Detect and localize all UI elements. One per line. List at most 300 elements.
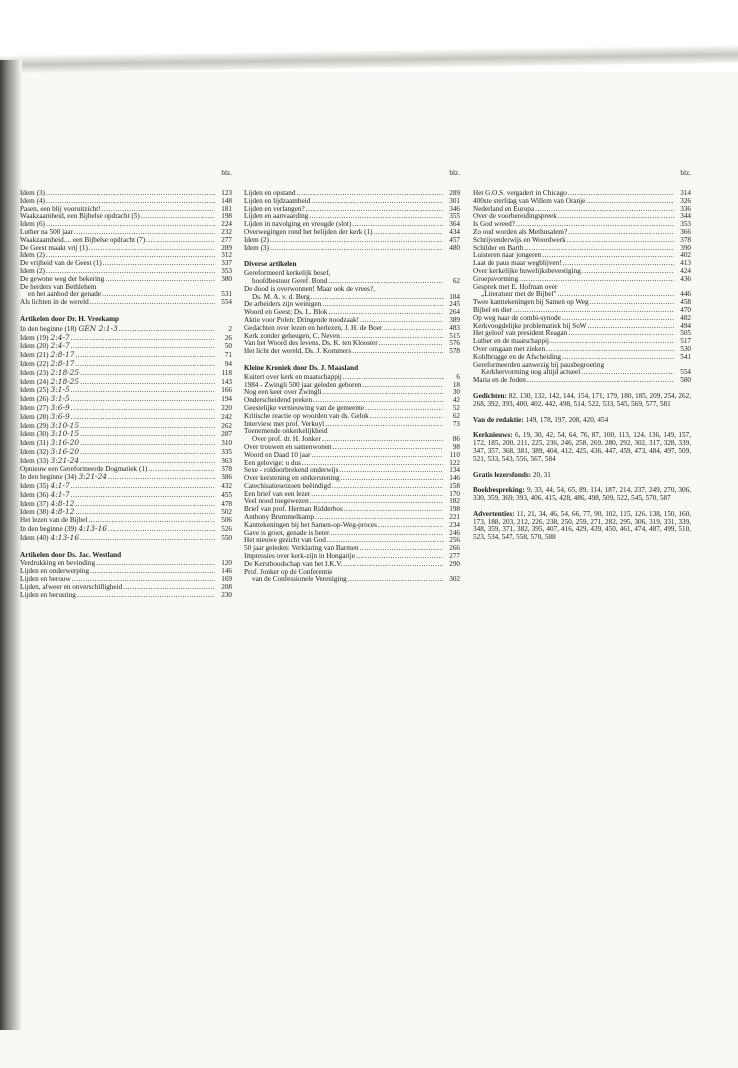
page-number: 402	[680, 251, 691, 260]
entry-title: Twee kanttekeningen bij Samen op Weg	[473, 298, 589, 307]
handwritten-note: 3:1-5	[50, 394, 70, 404]
dot-leader	[348, 576, 443, 584]
entry-title: Gereformeerden aanwezig bij pausbegroeting	[473, 360, 605, 369]
binding-edge	[0, 60, 22, 1030]
page-number: 169	[221, 575, 232, 584]
page-number: 98	[452, 442, 460, 451]
dot-leader	[370, 413, 443, 421]
page-number: 220	[221, 403, 232, 412]
entry-title: Zo oud worden als Methusalem?	[473, 227, 568, 236]
page-number: 378	[221, 464, 232, 473]
index-entry	[20, 213, 232, 221]
entry-title: en het aanbod der genade	[28, 290, 102, 299]
entry-title: Geestelijke vernieuwing van de gemeente	[244, 403, 365, 412]
page-number: 336	[680, 204, 691, 213]
entry-title: Maria en de Joden	[473, 376, 526, 385]
dot-leader	[546, 346, 674, 354]
page-number: 301	[449, 196, 460, 205]
entry-title: Idem (36)	[20, 490, 49, 499]
entry-title: Het nieuwe gezicht van God	[244, 536, 326, 545]
entry-title: Kuitert over kerk en maatschappij	[244, 372, 342, 381]
dot-leader	[71, 405, 215, 413]
handwritten-note: 3:10-15	[50, 420, 80, 430]
entry-title: Idem (40)	[20, 533, 49, 542]
category-paragraph	[473, 487, 691, 503]
page-number: 242	[221, 412, 232, 421]
dot-leader	[80, 370, 215, 378]
entry-title: hoofdbestuur Geref. Bond	[252, 276, 328, 285]
entry-title: Verdrukking en bevinding	[20, 559, 96, 568]
page-number: 224	[221, 220, 232, 229]
entry-title: Lijden en onderwerping	[20, 567, 90, 576]
page-number: 389	[449, 315, 460, 324]
entry-title: Lijden en lijdzaamheid	[244, 196, 311, 205]
entry-title: Als lichten in de wereld	[20, 298, 89, 307]
dot-leader	[527, 377, 674, 385]
entry-title: Idem (24)	[20, 377, 49, 386]
entry-title: Ds. M. A. v. d. Berg	[252, 292, 310, 301]
page-number: 184	[449, 292, 460, 301]
dot-leader	[90, 568, 215, 576]
category-pages: 11, 21, 34, 46, 54, 66, 77, 90, 102, 115, 126, 138, 150, 160, 173, 188, 203, 212, 226, 238, 250, 259, 271, 282, 295, 306, 319, 331, 339, 348, 359, 371, 382, 395, 407, 416, 429, 439, 450, 461, 474, 487, 499, 510, 523, 534, 547, 558, 570, 588	[473, 509, 691, 542]
page-number: 266	[449, 544, 460, 553]
page-number: 148	[221, 196, 232, 205]
entry-title: Idem (32)	[20, 447, 49, 456]
entry-title: Over kerstening en ontkerstening	[244, 474, 340, 483]
page-number: 436	[680, 274, 691, 283]
entry-title: Idem (38)	[20, 508, 49, 517]
entry-title: Waakzaamheid.... een Bijbelse opdracht (7)	[20, 235, 146, 244]
dot-leader	[568, 229, 674, 237]
dot-leader	[80, 440, 215, 448]
handwritten-note: 4:1-7	[50, 481, 70, 491]
entry-title: Idem (31)	[20, 439, 49, 448]
dot-leader	[297, 190, 444, 198]
page-number: 221	[449, 513, 460, 522]
index-entry	[20, 260, 232, 268]
entry-title: Gesprek met E. Hofman over	[473, 282, 558, 291]
page-number: 18	[452, 380, 460, 389]
entry-title: Overwegingen rond het belijden der kerk (1)	[244, 227, 373, 236]
entry-title: Idem (21)	[20, 351, 49, 360]
entry-title: Schrijvenderwijs en Woordwerk	[473, 235, 566, 244]
dot-leader	[123, 584, 215, 592]
page-number: 198	[221, 212, 232, 221]
entry-title: Laat de paus maar wegblijven!	[473, 259, 562, 268]
entry-title: Een gelovige: u dus	[244, 458, 301, 467]
category-label: Gedichten:	[473, 391, 507, 400]
handwritten-note: 2:4-7	[50, 332, 70, 342]
entry-title: In den beginne (39)	[20, 525, 77, 534]
index-entry	[20, 517, 232, 525]
dot-leader	[352, 348, 443, 356]
blz-header: blz.	[221, 169, 232, 177]
entry-title: Kerkvoogdelijke problematiek bij SoW	[473, 321, 587, 330]
category-pages: 20, 31	[531, 470, 551, 479]
page-number: 62	[452, 411, 460, 420]
dot-leader	[360, 545, 443, 553]
page-number: 314	[680, 189, 691, 197]
entry-title: Toenemende onkerkelijkheid	[244, 427, 328, 436]
page-number: 52	[452, 403, 460, 412]
entry-title: Over omgaan met zieken	[473, 344, 546, 353]
dot-leader	[333, 444, 443, 452]
page-number: 578	[449, 347, 460, 356]
handwritten-note: GEN 2:1-3	[78, 323, 118, 333]
dot-leader	[46, 190, 215, 198]
dot-leader	[71, 387, 215, 395]
entry-title: Kerk zonder geheugen, C. Neven	[244, 331, 340, 340]
dot-leader	[356, 553, 443, 561]
dot-leader	[581, 369, 674, 377]
entry-title: Veel nood toegewezen	[244, 497, 309, 506]
entry-title: Prof. Jonker op de Conferentie	[244, 567, 333, 576]
entry-title: van de Confessionele Vereniging	[252, 575, 347, 584]
dot-leader	[88, 517, 215, 525]
handwritten-note: 2:18-25	[50, 376, 80, 386]
dot-leader	[270, 237, 443, 245]
page-number: 506	[221, 516, 232, 525]
entry-title: Lijden en aanvaarding	[244, 212, 309, 221]
page-number: 386	[221, 473, 232, 482]
section-heading: Diverse artikelen	[244, 260, 297, 269]
entry-title: Woord en Daad 10 jaar	[244, 450, 311, 459]
page-number: 432	[221, 482, 232, 491]
entry-title: Een brief van een lezer	[244, 489, 311, 498]
entry-title: Is God wreed?	[473, 220, 515, 229]
dot-leader	[311, 294, 443, 302]
handwritten-note: 3:21-24	[50, 455, 80, 465]
page-number: 480	[449, 243, 460, 252]
page-number: 110	[449, 450, 460, 459]
category-pages: 149, 178, 197, 208, 420, 454	[523, 415, 609, 424]
page-number: 515	[449, 331, 460, 340]
category-label: Advertenties:	[473, 509, 515, 518]
entry-title: Woord en Geest; Ds. L. Blok	[244, 308, 328, 317]
dot-leader	[71, 343, 215, 351]
index-entry	[244, 245, 460, 253]
dot-leader	[362, 382, 443, 390]
entry-title: Gave is groot, genade is beter	[244, 528, 330, 537]
dot-leader	[306, 206, 443, 214]
page-number: 194	[221, 395, 232, 404]
blz-header: blz.	[449, 169, 460, 177]
handwritten-note: 2:18-25	[50, 367, 80, 377]
page-number: 470	[680, 305, 691, 314]
entry-title: Lijden en verlangen?	[244, 204, 305, 213]
entry-title: De herders van Bethlehem	[20, 282, 97, 291]
entry-title: Idem (2)	[244, 235, 269, 244]
dot-leader	[103, 260, 215, 268]
entry-title: Over de voorbereidingspreek	[473, 212, 557, 221]
dot-leader	[71, 396, 215, 404]
dot-leader	[374, 229, 443, 237]
entry-title: Idem (25)	[20, 386, 49, 395]
entry-title: Kohlbrugge en de Afscheiding	[473, 352, 562, 361]
page-number: 230	[221, 590, 232, 599]
page-number: 310	[221, 439, 232, 448]
entry-title: De arbeiders zijn weinigen	[244, 300, 322, 309]
page-number: 494	[680, 321, 691, 330]
entry-title: Idem (27)	[20, 403, 49, 412]
page-number: 181	[221, 204, 232, 213]
section-heading: Artikelen door Ds. Jac. Westland	[20, 550, 122, 559]
page-number: 42	[452, 396, 460, 405]
page-number: 390	[680, 243, 691, 252]
entry-title: De dood is overwonnen! Maar ook de vrees?,	[244, 284, 375, 293]
dot-leader	[90, 299, 215, 307]
handwritten-note: 3:16-20	[50, 438, 80, 448]
entry-title: Kerkhervorming nog altijd actueel	[481, 368, 581, 377]
page-number: 289	[449, 189, 460, 197]
category-paragraph	[473, 417, 691, 425]
entry-title: Lijden en berusting	[20, 590, 76, 599]
category-paragraph	[473, 511, 691, 542]
entry-title: Gereformeerd kerkelijk besef,	[244, 269, 331, 278]
index-entry	[20, 245, 232, 253]
entry-title: Impressies over kerk-zijn in Hongarije	[244, 552, 355, 561]
handwritten-note: 2:4-7	[50, 341, 70, 351]
dot-leader	[102, 291, 215, 299]
entry-title: Idem (23)	[20, 368, 49, 377]
entry-title: Lijden, afweer en onverschilligheid	[20, 582, 123, 591]
dot-leader	[378, 522, 443, 530]
entry-title: Kritische reactie op woorden van ds. Geluk	[244, 411, 369, 420]
index-entry	[20, 190, 232, 198]
category-paragraph	[473, 432, 691, 463]
dot-leader	[332, 483, 443, 491]
dot-leader	[365, 405, 443, 413]
category-label: Gratis lezersfonds:	[473, 470, 532, 479]
dot-leader	[119, 326, 215, 334]
index-entry	[20, 466, 232, 474]
page-number: 530	[680, 344, 691, 353]
dot-leader	[344, 506, 443, 514]
handwritten-note: 3:21-24	[78, 472, 107, 482]
page-number: 364	[449, 220, 460, 229]
entry-title: Idem (28)	[20, 412, 49, 421]
entry-title: Luther na 500 jaar	[20, 227, 73, 236]
handwritten-note: 3:16-20	[50, 446, 80, 456]
page-number: 378	[680, 235, 691, 244]
index-entry	[244, 229, 460, 237]
dot-leader	[80, 379, 215, 387]
entry-title: Over prof. dr. H. Jonker	[252, 435, 321, 444]
category-label: Boekbespreking:	[473, 486, 525, 495]
dot-leader	[96, 560, 215, 568]
entry-title: Catechisatieseizoen beëindigd	[244, 481, 331, 490]
entry-title: Bijbel en dier	[473, 305, 513, 314]
section-heading: Kleine Kroniek door Ds. J. Maasland	[244, 363, 359, 372]
dot-leader	[567, 237, 674, 245]
page-number: 290	[449, 559, 460, 568]
page-number: 73	[452, 419, 460, 428]
dot-leader	[550, 338, 674, 346]
page-number: 123	[221, 189, 232, 197]
dot-leader	[322, 389, 443, 397]
page-number: 380	[221, 274, 232, 283]
index-entry	[20, 592, 232, 600]
entry-title: Idem (2)	[20, 251, 45, 260]
handwritten-note: 4:1-7	[50, 489, 70, 499]
index-entry	[244, 348, 460, 356]
entry-title: De Kerstboodschap van het I.K.V.	[244, 559, 343, 568]
entry-title: 50 jaar geleden: Verklaring van Barmen	[244, 544, 359, 553]
entry-title: Idem (33)	[20, 456, 49, 465]
handwritten-note: 2:8-17	[50, 358, 75, 368]
category-pages: 82, 130, 132, 142, 144, 154, 171, 179, 180, 185, 209, 254, 262, 268, 392, 393, 400, 402, 442, 498, 514, 522, 533, 545, 569, 577, 581	[473, 391, 691, 408]
dot-leader	[75, 352, 215, 360]
entry-title: De Geest maakt vrij (1)	[20, 243, 88, 252]
page-number: 531	[221, 290, 232, 299]
page-number: 232	[221, 227, 232, 236]
entry-title: 1984 - Zwingli 500 jaar geleden geboren	[244, 380, 362, 389]
handwritten-note: 3:10-15	[50, 429, 80, 439]
entry-title: Nog een keer over Zwingli	[244, 388, 322, 397]
page-number: 337	[221, 259, 232, 268]
dot-leader	[582, 268, 674, 276]
page-number: 120	[221, 559, 232, 568]
dot-leader	[322, 436, 443, 444]
entry-title: Van het Woord des levens, Ds. K. ten Klooster	[244, 339, 378, 348]
dot-leader	[311, 198, 443, 206]
index-entry	[473, 377, 691, 385]
entry-title: De gewone weg der bekering	[20, 274, 105, 283]
dot-leader	[586, 198, 674, 206]
entry-title: Over trouwen en samenwonen	[244, 442, 332, 451]
page-number: 526	[221, 525, 232, 534]
dot-leader	[105, 276, 215, 284]
entry-title: Brief van prof. Herman Ridderbos	[244, 505, 343, 514]
page-number: 434	[449, 227, 460, 236]
dot-leader	[379, 340, 443, 348]
entry-title: Pasen, een blij vooruitzicht!	[20, 204, 101, 213]
category-label: Kerknieuws:	[473, 431, 513, 440]
page-number: 62	[452, 276, 460, 285]
handwritten-note: 4:8-12	[50, 507, 75, 517]
dot-leader	[339, 467, 443, 475]
dot-leader	[108, 474, 215, 482]
page-number: 554	[680, 368, 691, 377]
page-number: 71	[224, 351, 232, 360]
category-paragraph	[473, 472, 691, 480]
page-number: 2	[228, 324, 232, 333]
dot-leader	[524, 245, 674, 253]
entry-title: 400ste sterfdag van Willem van Oranje	[473, 196, 586, 205]
entry-title: „Literatuur met de Bijbel"	[481, 290, 557, 299]
dot-leader	[330, 530, 443, 538]
page-number: 483	[449, 323, 460, 332]
page-number: 158	[449, 481, 460, 490]
page-number: 289	[221, 243, 232, 252]
entry-title: Opnieuw een Gereformeerde Dogmatiek (1)	[20, 464, 148, 473]
entry-title: Onderscheidend preken	[244, 396, 313, 405]
page-number: 246	[449, 528, 460, 537]
category-paragraph	[473, 393, 691, 409]
dot-leader	[75, 501, 215, 509]
page-number: 122	[449, 458, 460, 467]
entry-title: Idem (30)	[20, 430, 49, 439]
page-number: 277	[221, 235, 232, 244]
dot-leader	[341, 475, 443, 483]
entry-title: Op weg naar de combi-synode	[473, 313, 561, 322]
dot-leader	[343, 561, 443, 569]
entry-title: Idem (3)	[20, 189, 45, 197]
entry-title: Kanttekeningen bij het Samen-op-Weg-proces	[244, 520, 377, 529]
entry-title: Aktie voor Polen: Dringende noodzaak!	[244, 315, 359, 324]
dot-leader	[590, 299, 674, 307]
dot-leader	[80, 449, 215, 457]
page-number: 478	[221, 499, 232, 508]
entry-title: Het licht der wereld, Ds. J. Kommers	[244, 347, 352, 356]
page-number: 541	[680, 352, 691, 361]
page-number: 517	[680, 337, 691, 346]
page-number: 262	[221, 421, 232, 430]
page-number: 457	[449, 235, 460, 244]
page-number: 335	[221, 447, 232, 456]
page-number: 143	[221, 377, 232, 386]
page-number: 86	[452, 435, 460, 444]
page-number: 355	[449, 212, 460, 221]
index-column-2	[244, 170, 460, 584]
entry-title: Idem (26)	[20, 395, 49, 404]
handwritten-note: 2:8-17	[50, 350, 75, 360]
section-heading: Artikelen door Dr. H. Vreekamp	[20, 314, 120, 323]
page-number: 146	[449, 474, 460, 483]
page-number: 458	[680, 298, 691, 307]
page-number: 554	[221, 298, 232, 307]
index-entry	[20, 534, 232, 543]
page-number: 26	[224, 333, 232, 342]
page-number: 550	[221, 533, 232, 542]
dot-leader	[325, 421, 443, 429]
blz-header: blz.	[680, 169, 691, 177]
entry-title: Nederland en Europa	[473, 204, 535, 213]
dot-leader	[588, 323, 674, 331]
entry-title: Idem (19)	[20, 333, 49, 342]
page-number: 146	[221, 567, 232, 576]
dot-leader	[383, 325, 443, 333]
entry-title: Idem (29)	[20, 421, 49, 430]
entry-title: Interview met prof. Verkuyl	[244, 419, 325, 428]
entry-title: Luther en de maatschappij	[473, 337, 550, 346]
dot-leader	[558, 213, 674, 221]
dot-leader	[71, 414, 215, 422]
entry-title: Luisteren naar jongeren	[473, 251, 542, 260]
entry-title: Idem (3)	[244, 243, 269, 252]
dot-leader	[75, 361, 215, 369]
page-number: 277	[449, 552, 460, 561]
entry-title: Lijden en berouw	[20, 575, 71, 584]
page-number: 344	[680, 212, 691, 221]
entry-title: In den beginne (34)	[20, 473, 77, 482]
dot-leader	[311, 452, 443, 460]
dot-leader	[141, 213, 215, 221]
page-number: 264	[449, 308, 460, 317]
dot-leader	[80, 423, 215, 431]
page-number: 455	[221, 490, 232, 499]
page-number: 166	[221, 386, 232, 395]
page-number: 502	[221, 508, 232, 517]
entry-title: Lijden in navolging en vreugde (slot)	[244, 220, 352, 229]
dot-leader	[75, 509, 215, 517]
handwritten-note: 4:8-12	[50, 498, 75, 508]
page-number: 170	[449, 489, 460, 498]
page-number: 118	[221, 368, 232, 377]
entry-title: Over kerkelijke huwelijksbevestiging	[473, 266, 581, 275]
page-number: 576	[449, 339, 460, 348]
handwritten-note: 3:1-5	[50, 385, 70, 395]
